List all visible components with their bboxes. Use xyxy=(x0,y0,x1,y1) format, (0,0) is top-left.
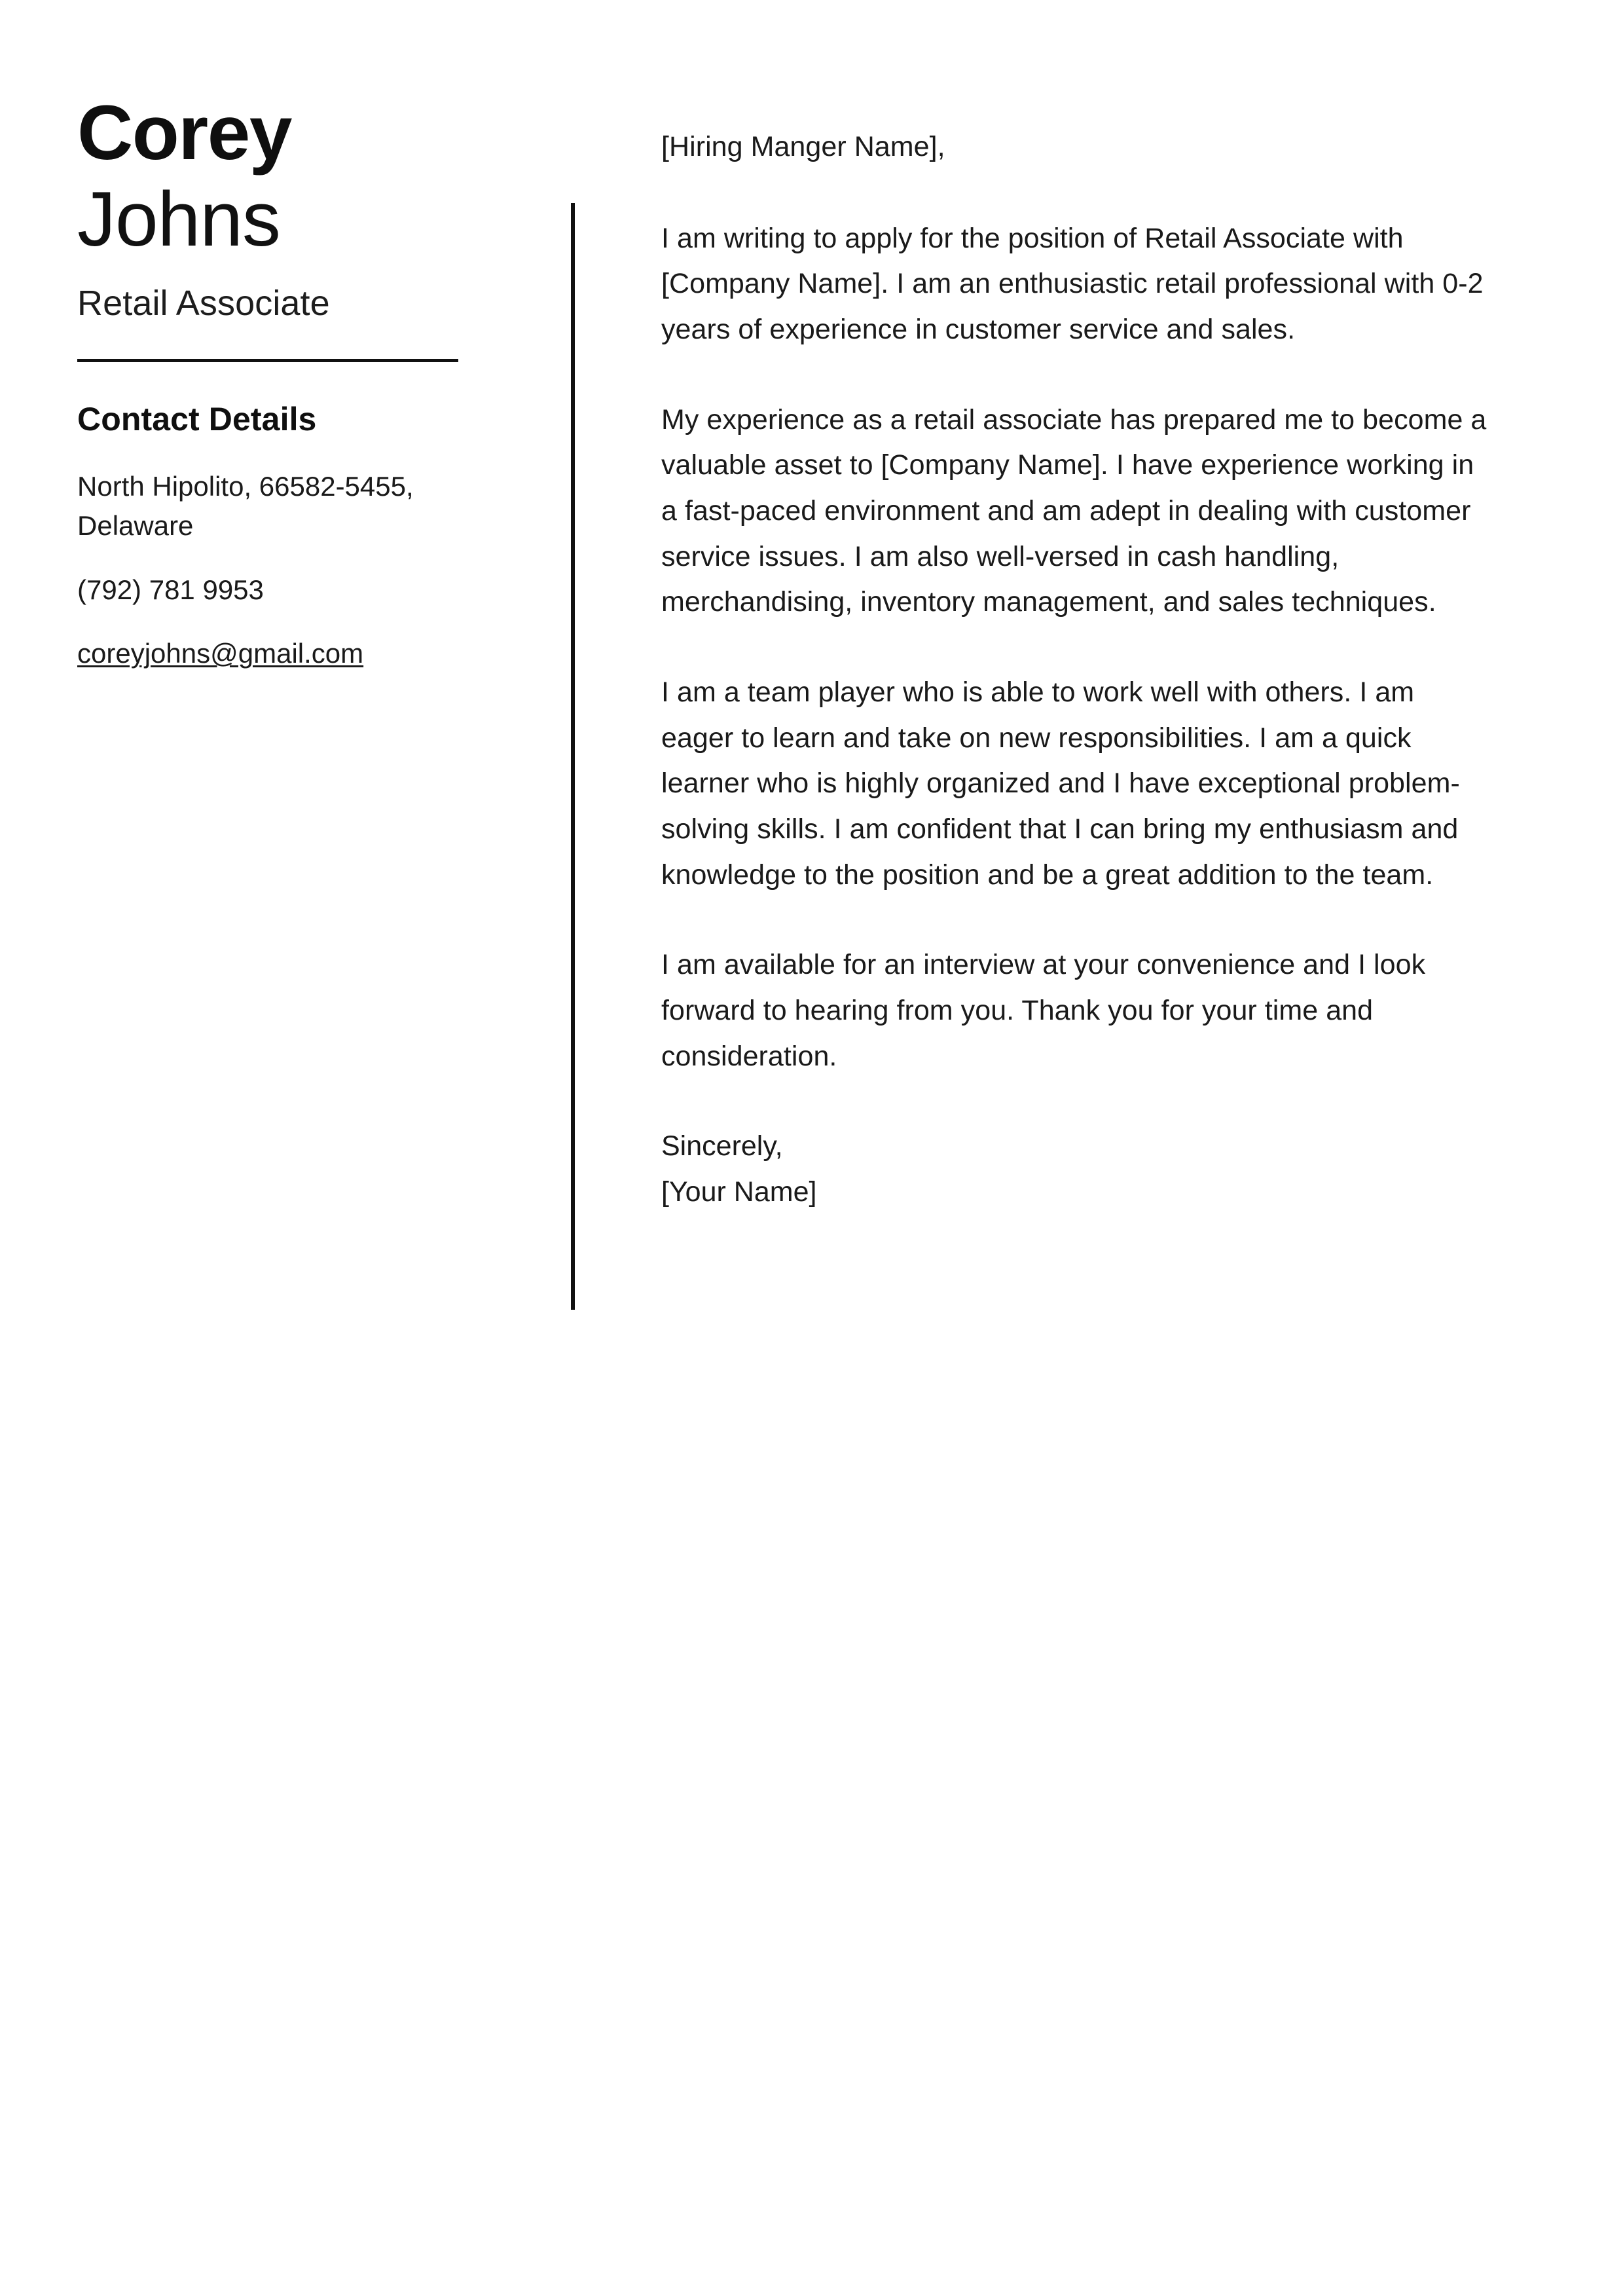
contact-details-list xyxy=(77,467,490,673)
sidebar xyxy=(77,85,490,673)
letter-paragraph-2: My experience as a retail associate has prepared me to become a valuable asset to [Company Name]. I have experience working in a fast-paced environment and am adept in dealing with customer service issues. I am also well-versed in cash handling, merchandising, inventory management, and sales techniques. xyxy=(661,403,1487,618)
letter-signoff xyxy=(661,1124,1494,1215)
letter-paragraph-4: I am available for an interview at your convenience and I look forward to hearing from you. Thank you for your time and consideration. xyxy=(661,949,1426,1072)
contact-address: North Hipolito, 66582-5455, Delaware xyxy=(77,471,414,542)
header-divider xyxy=(77,359,458,362)
letter-body xyxy=(661,124,1494,1215)
letter-paragraph-1: I am writing to apply for the position of Retail Associate with [Company Name]. I am an enthusiastic retail professional with 0-2 years of experience in customer service and sales. xyxy=(661,222,1484,345)
contact-details-heading: Contact Details xyxy=(77,401,317,438)
letter-salutation: [Hiring Manger Name], xyxy=(661,131,945,162)
applicant-job-title: Retail Associate xyxy=(77,284,330,324)
letter-closing: Sincerely, xyxy=(661,1130,783,1162)
contact-email-link[interactable]: coreyjohns@gmail.com xyxy=(77,638,364,669)
applicant-last-name: Johns xyxy=(77,176,280,263)
contact-phone: (792) 781 9953 xyxy=(77,574,264,605)
letter-signature-name: [Your Name] xyxy=(661,1176,817,1208)
applicant-first-name: Corey xyxy=(77,90,291,176)
column-divider xyxy=(571,203,575,1310)
letter-paragraph-3: I am a team player who is able to work well with others. I am eager to learn and take on new responsibilities. I am a quick learner who is highly organized and I have exceptional problem-solving skills. I am confident that I can bring my enthusiasm and knowledge to the position and be a great addition to the team. xyxy=(661,676,1460,891)
contact-email-row xyxy=(77,634,457,673)
applicant-name xyxy=(77,85,490,267)
